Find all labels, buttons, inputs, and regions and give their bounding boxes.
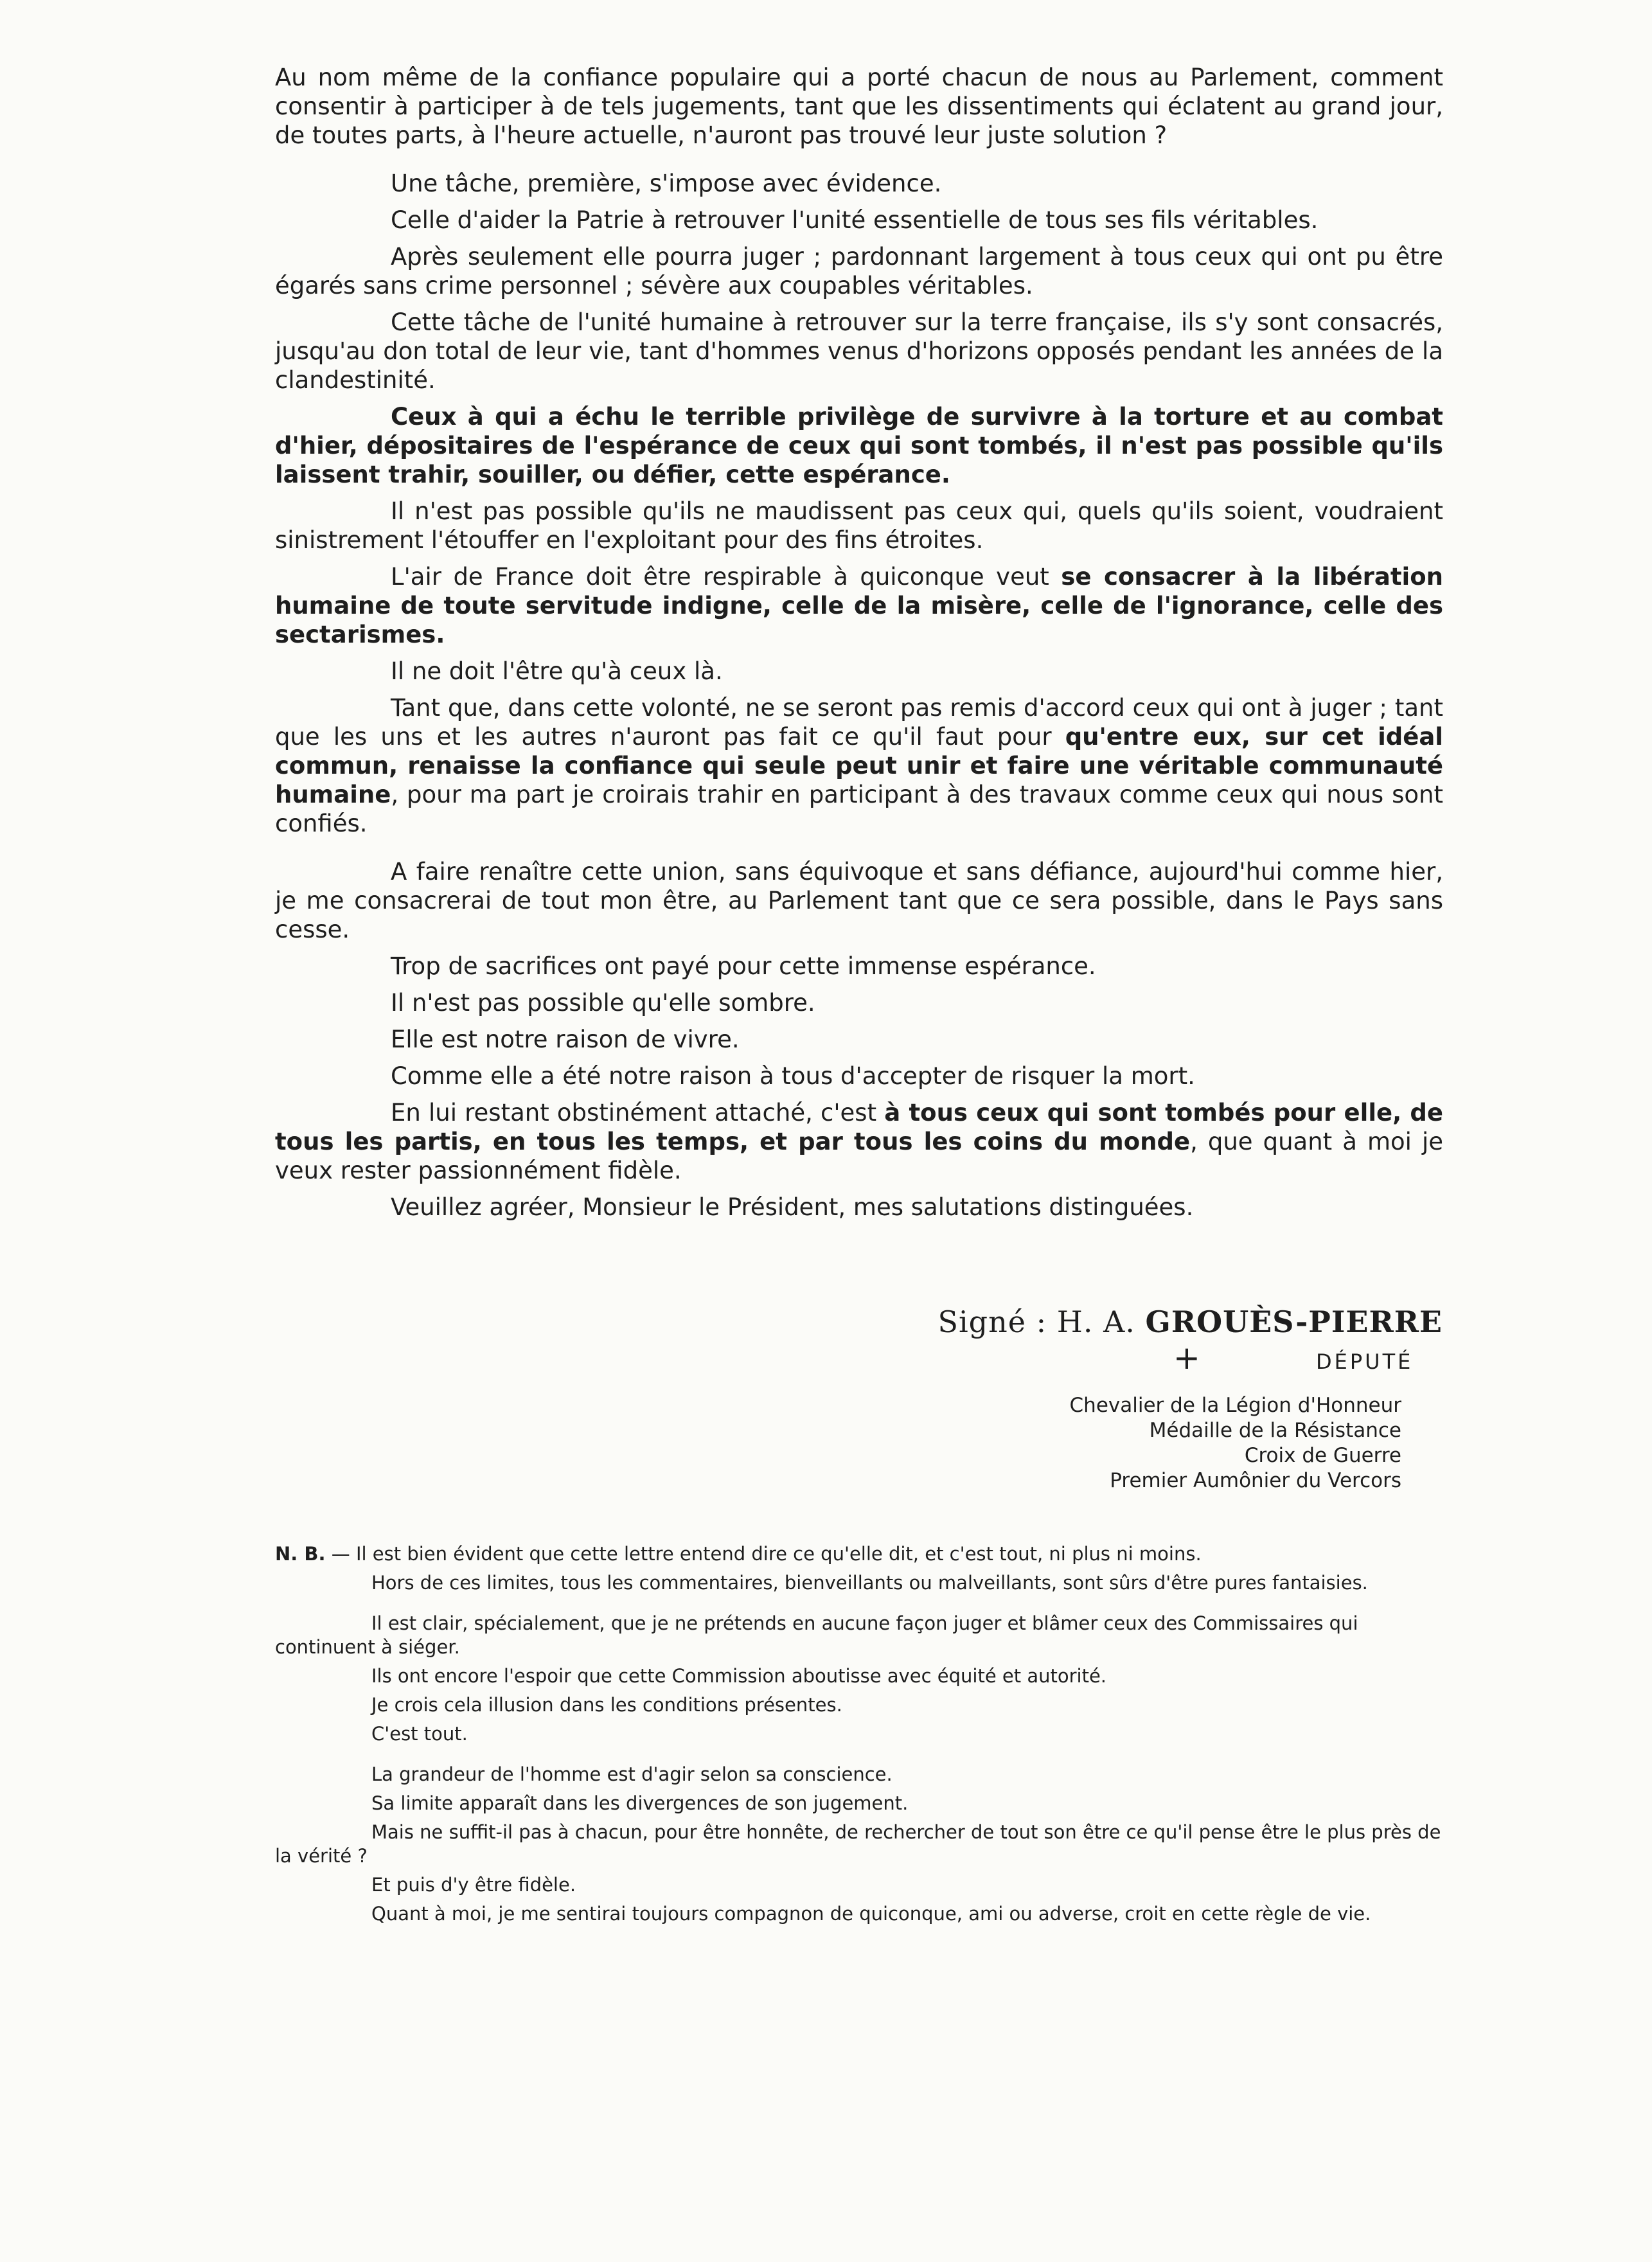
nb-line: C'est tout.: [371, 1723, 468, 1745]
nb-line: La grandeur de l'homme est d'agir selon sa conscience.: [371, 1763, 893, 1785]
letter-paragraph-bold: [275, 402, 1443, 489]
letter-paragraph: [275, 693, 1443, 838]
honor-title: Croix de Guerre: [1244, 1444, 1401, 1467]
nb-line: Ils ont encore l'espoir que cette Commission aboutisse avec équité et autorité.: [371, 1665, 1106, 1687]
regular-text: , que quant à moi je veux rester passionnément fidèle.: [275, 1128, 1443, 1184]
regular-text: Tant que, dans cette volonté, ne se seront pas remis d'accord ceux qui ont à juger ; tant que les uns et les autres n'auront pas fait ce qu'il faut pour: [275, 694, 1443, 751]
bold-text: Ceux à qui a échu le terrible privilège de survivre à la torture et au combat d'hier, dépositaires de l'espérance de ceux qui sont tombés, il n'est pas possible qu'ils laissent trahir, souiller, ou défier, cette espérance.: [275, 403, 1443, 488]
letter-paragraph: Une tâche, première, s'impose avec évidence.: [391, 170, 942, 197]
nb-dash: —: [325, 1543, 356, 1565]
signature-prefix: Signé : H. A.: [937, 1305, 1146, 1339]
letter-paragraph: Au nom même de la confiance populaire qui a porté chacun de nous au Parlement, comment consentir à participer à de tels jugements, tant que les dissentiments qui éclatent au grand jour, de toutes parts, à l'heure actuelle, n'auront pas trouvé leur juste solution ?: [275, 64, 1443, 149]
signature-titles: [1070, 1393, 1401, 1493]
regular-text: L'air de France doit être respirable à quiconque veut: [391, 563, 1061, 591]
letter-paragraph: Il n'est pas possible qu'elle sombre.: [391, 989, 815, 1017]
regular-text: , pour ma part je croirais trahir en participant à des travaux comme ceux qui nous sont confiés.: [275, 781, 1443, 837]
letter-paragraph: [275, 562, 1443, 649]
letter-paragraph: A faire renaître cette union, sans équivoque et sans défiance, aujourd'hui comme hier, je me consacrerai de tout mon être, au Parlement tant que ce sera possible, dans le Pays sans cesse.: [275, 858, 1443, 943]
bold-text: se consacrer à la libération humaine de toute servitude indigne, celle de la misère, celle de l'ignorance, celle des sectarismes.: [275, 563, 1443, 648]
closing-salutation: Veuillez agréer, Monsieur le Président, mes salutations distinguées.: [391, 1193, 1194, 1221]
letter-paragraph: Trop de sacrifices ont payé pour cette immense espérance.: [391, 952, 1096, 980]
nb-line: Hors de ces limites, tous les commentaires, bienveillants ou malveillants, sont sûrs d'être pures fantaisies.: [371, 1572, 1368, 1594]
nb-label: N. B.: [275, 1543, 326, 1565]
nb-text: Il est bien évident que cette lettre entend dire ce qu'elle dit, et c'est tout, ni plus ni moins.: [355, 1543, 1202, 1565]
nb-line: Et puis d'y être fidèle.: [371, 1874, 576, 1896]
letter-paragraph: Elle est notre raison de vivre.: [391, 1026, 740, 1053]
letter-paragraph: Après seulement elle pourra juger ; pardonnant largement à tous ceux qui ont pu être égarés sans crime personnel ; sévère aux coupables véritables.: [275, 243, 1443, 299]
nota-bene: [275, 1542, 1443, 1931]
regular-text: En lui restant obstinément attaché, c'est: [391, 1099, 885, 1127]
nb-line: Il est clair, spécialement, que je ne prétends en aucune façon juger et blâmer ceux des Commissaires qui continuent à siéger.: [275, 1612, 1358, 1658]
signature-name: GROUÈS-PIERRE: [1145, 1305, 1443, 1339]
nb-line: Quant à moi, je me sentirai toujours compagnon de quiconque, ami ou adverse, croit en cette règle de vie.: [371, 1903, 1371, 1925]
letter-paragraph: Celle d'aider la Patrie à retrouver l'unité essentielle de tous ses fils véritables.: [391, 206, 1319, 234]
letter-paragraph: [275, 1098, 1443, 1185]
letter-paragraph: Il ne doit l'être qu'à ceux là.: [391, 657, 723, 685]
bold-text: qu'entre eux, sur cet idéal commun, renaisse la confiance qui seule peut unir et faire une véritable communauté humaine: [275, 723, 1443, 808]
letter-body: [275, 63, 1443, 1229]
honor-title: Chevalier de la Légion d'Honneur: [1069, 1394, 1401, 1417]
letter-paragraph: Comme elle a été notre raison à tous d'accepter de risquer la mort.: [391, 1062, 1195, 1090]
letter-paragraph: Il n'est pas possible qu'ils ne maudissent pas ceux qui, quels qu'ils soient, voudraient sinistrement l'étouffer en l'exploitant pour des fins étroites.: [275, 497, 1443, 554]
signature-role: DÉPUTÉ: [1316, 1349, 1414, 1374]
letter-paragraph: Cette tâche de l'unité humaine à retrouver sur la terre française, ils s'y sont consacrés, jusqu'au don total de leur vie, tant d'hommes venus d'horizons opposés pendant les années de la clandestinité.: [275, 308, 1443, 394]
bold-text: à tous ceux qui sont tombés pour elle, de tous les partis, en tous les temps, et par tous les coins du monde: [275, 1099, 1443, 1155]
nb-line: Je crois cela illusion dans les conditions présentes.: [371, 1694, 842, 1716]
honor-title: Premier Aumônier du Vercors: [1110, 1469, 1401, 1492]
nb-line: [275, 1542, 1443, 1566]
nb-line: Mais ne suffit-il pas à chacun, pour être honnête, de rechercher de tout son être ce qu'il pense être le plus près de la vérité ?: [275, 1821, 1441, 1867]
signature-line: [937, 1305, 1443, 1339]
cross-icon: +: [1173, 1339, 1200, 1376]
honor-title: Médaille de la Résistance: [1149, 1419, 1401, 1442]
nb-line: Sa limite apparaît dans les divergences de son jugement.: [371, 1792, 909, 1814]
